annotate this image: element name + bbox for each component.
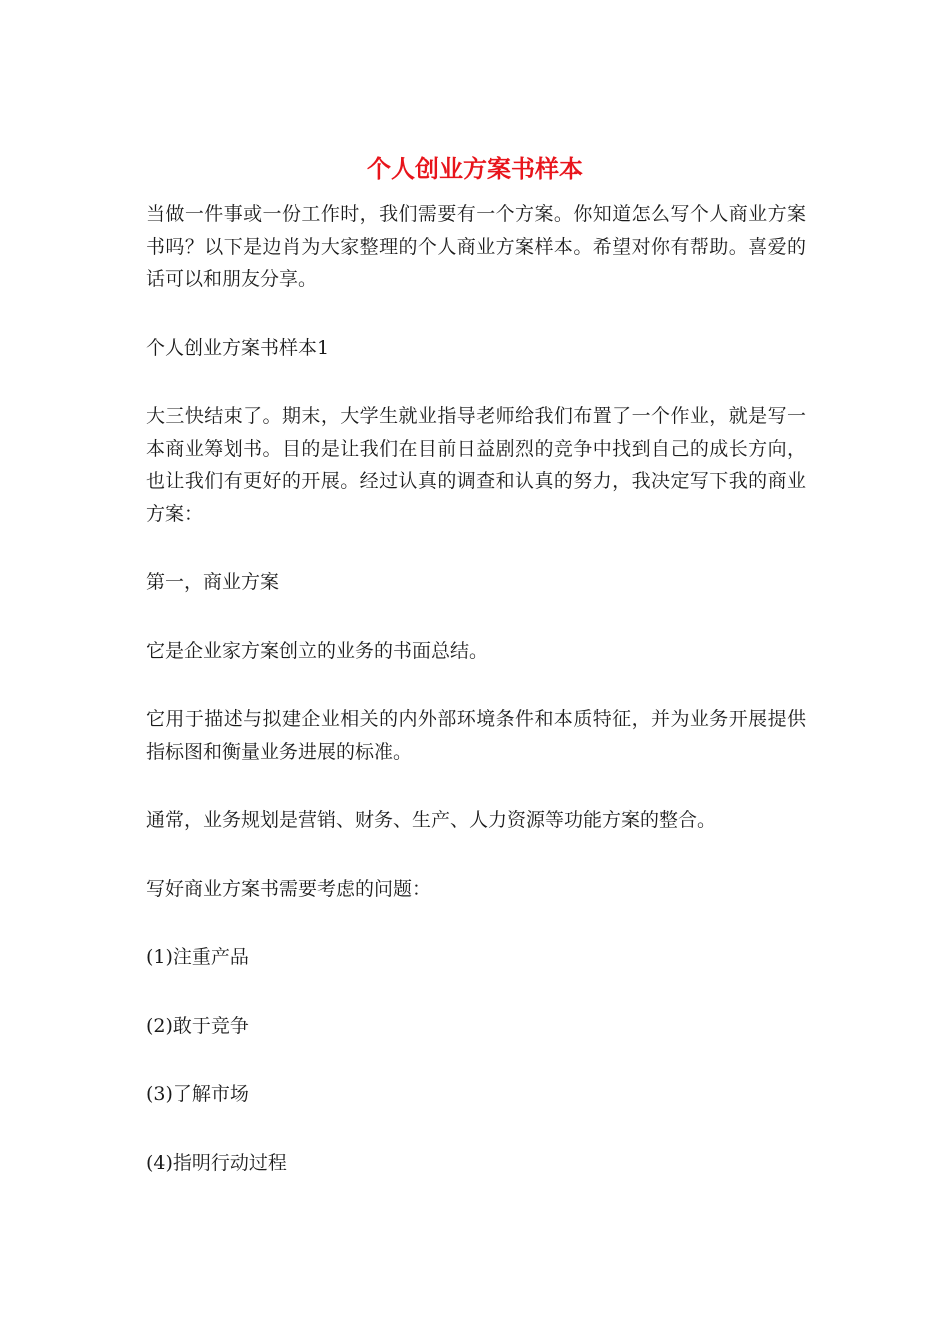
list-item: (1)注重产品 [146, 946, 249, 968]
body-paragraph: 通常，业务规划是营销、财务、生产、人力资源等功能方案的整合。 [146, 809, 717, 831]
body-paragraph: 写好商业方案书需要考虑的问题： [146, 877, 432, 900]
sample-heading: 个人创业方案书样本1 [146, 336, 330, 359]
list-item: (4)指明行动过程 [146, 1151, 287, 1174]
list-item: (2)敢于竞争 [146, 1014, 249, 1037]
document-body [146, 198, 806, 1215]
section-heading: 第一，商业方案 [146, 571, 280, 593]
body-paragraph: 它是企业家方案创立的业务的书面总结。 [146, 639, 489, 662]
body-paragraph: 它用于描述与拟建企业相关的内外部环境条件和本质特征，并为业务开展提供指标图和衡量业务进展的标准。 [146, 708, 806, 763]
list-item: (3)了解市场 [146, 1083, 249, 1105]
intro-paragraph: 当做一件事或一份工作时，我们需要有一个方案。你知道怎么写个人商业方案书吗？以下是边肖为大家整理的个人商业方案样本。希望对你有帮助。喜爱的话可以和朋友分享。 [146, 203, 806, 290]
document-title: 个人创业方案书样本 [367, 154, 583, 183]
body-paragraph: 大三快结束了。期末，大学生就业指导老师给我们布置了一个作业，就是写一本商业筹划书。目的是让我们在目前日益剧烈的竞争中找到自己的成长方向，也让我们有更好的开展。经过认真的调查和认真的努力，我决定写下我的商业方案： [146, 405, 806, 525]
